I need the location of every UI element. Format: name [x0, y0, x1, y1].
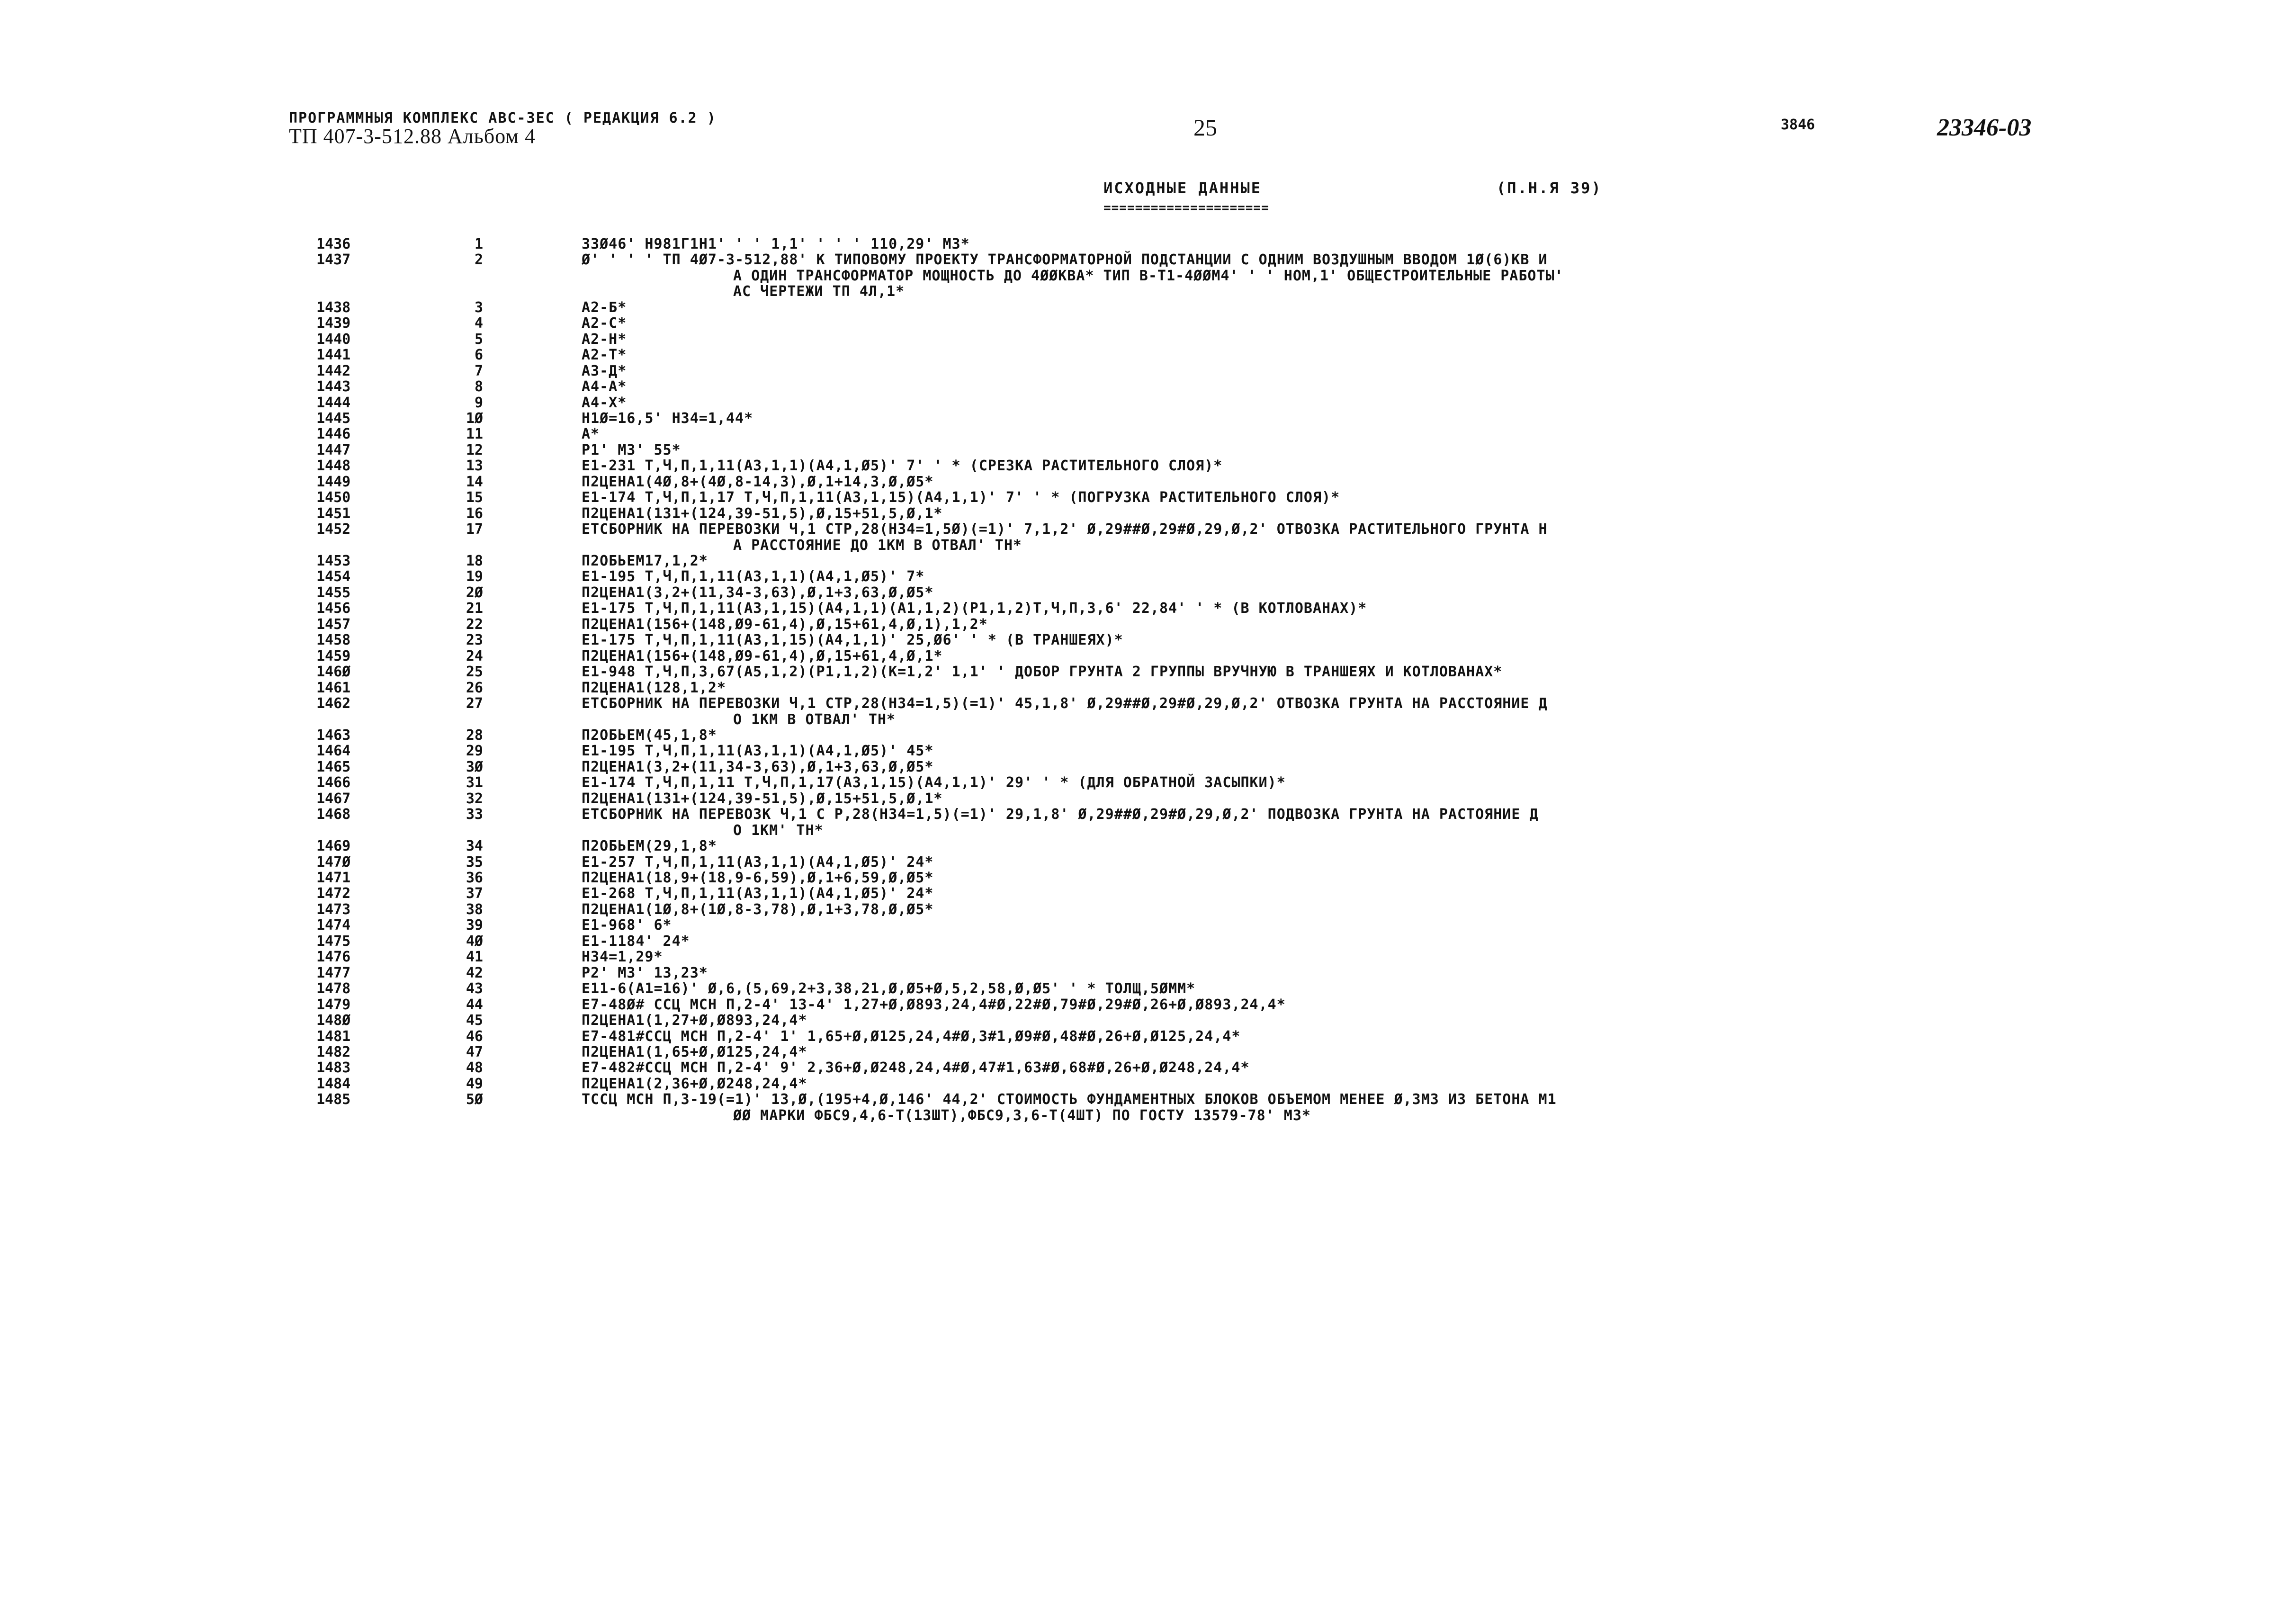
record-number: 1451	[316, 505, 351, 522]
record-number: 1478	[316, 980, 351, 997]
sequence-number: 47	[466, 1043, 483, 1060]
record-text: А ОДИН ТРАНСФОРМАТОР МОЩНОСТЬ ДО 4ØØКВА* ТИП В-Т1-4ØØМ4' ' ' НОМ,1' ОБЩЕСТРОИТЕЛЬНЫЕ РАБОТЫ'	[733, 267, 1564, 284]
record-number: 1482	[316, 1043, 351, 1060]
sequence-number: 6	[474, 347, 483, 364]
sequence-number: 41	[466, 949, 483, 966]
record-text: Е1-231 Т,Ч,П,1,11(А3,1,1)(А4,1,Ø5)' 7' ' * (СРЕЗКА РАСТИТЕЛЬНОГО СЛОЯ)*	[582, 458, 1223, 475]
record-text: Е1-175 Т,Ч,П,1,11(А3,1,15)(А4,1,1)(А1,1,2)(Р1,1,2)Т,Ч,П,3,6' 22,84' ' * (В КОТЛОВАНАХ)*	[582, 600, 1367, 617]
record-text: 33Ø46' Н981Г1Н1' ' ' 1,1' ' ' ' 110,29' М3*	[582, 236, 970, 252]
record-text: П2ЦЕНА1(1,27+Ø,Ø893,24,4*	[582, 1012, 807, 1029]
record-text: Р2' М3' 13,23*	[582, 964, 708, 981]
record-text: А2-Н*	[582, 331, 627, 348]
sequence-number: 13	[466, 458, 483, 475]
record-text: П2ЦЕНА1(131+(124,39-51,5),Ø,15+51,5,Ø,1*	[582, 505, 943, 522]
sequence-number: 44	[466, 996, 483, 1013]
record-text: Е7-48Ø# ССЦ МСН П,2-4' 13-4' 1,27+Ø,Ø893,24,4#Ø,22#Ø,79#Ø,29#Ø,26+Ø,Ø893,24,4*	[582, 996, 1286, 1013]
record-text: ЕТСБОРНИК НА ПЕРЕВОЗКИ Ч,1 СТР,28(Н34=1,5Ø)(=1)' 7,1,2' Ø,29##Ø,29#Ø,29,Ø,2' ОТВОЗКА РАСТИТЕЛЬНОГО ГРУНТА Н	[582, 521, 1548, 538]
record-number: 1474	[316, 917, 351, 934]
record-text: ЕТСБОРНИК НА ПЕРЕВОЗКИ Ч,1 СТР,28(Н34=1,5)(=1)' 45,1,8' Ø,29##Ø,29#Ø,29,Ø,2' ОТВОЗКА ГРУНТА НА РАССТОЯНИЕ Д	[582, 695, 1548, 712]
record-number: 1469	[316, 838, 351, 855]
record-text: Е1-257 Т,Ч,П,1,11(А3,1,1)(А4,1,Ø5)' 24*	[582, 853, 934, 871]
record-number: 148Ø	[316, 1012, 351, 1029]
record-text: А3-Д*	[582, 362, 627, 379]
sequence-number: 45	[466, 1012, 483, 1029]
record-text: Е1-968' 6*	[582, 917, 672, 934]
record-text: П2ЦЕНА1(18,9+(18,9-6,59),Ø,1+6,59,Ø,Ø5*	[582, 870, 934, 886]
record-text: Р1' М3' 55*	[582, 441, 681, 458]
record-text: Н1Ø=16,5' Н34=1,44*	[582, 410, 753, 427]
record-text: А2-С*	[582, 315, 627, 332]
sequence-number: 38	[466, 901, 483, 918]
record-number: 1471	[316, 870, 351, 886]
record-number: 1453	[316, 553, 351, 569]
record-text: АС ЧЕРТЕЖИ ТП 4Л,1*	[733, 283, 905, 300]
record-number: 1438	[316, 299, 351, 316]
record-number: 1443	[316, 378, 351, 395]
record-text: Е11-6(А1=16)' Ø,6,(5,69,2+3,38,21,Ø,Ø5+Ø,5,2,58,Ø,Ø5' ' * ТОЛЩ,5ØММ*	[582, 980, 1196, 997]
record-text: П2ЦЕНА1(156+(148,Ø9-61,4),Ø,15+61,4,Ø,1*	[582, 647, 943, 664]
record-number: 1472	[316, 885, 351, 902]
record-text: Е1-175 Т,Ч,П,1,11(А3,1,15)(А4,1,1)' 25,Ø6' ' * (В ТРАНШЕЯХ)*	[582, 632, 1123, 649]
sequence-number: 7	[474, 362, 483, 379]
record-text: Е1-174 Т,Ч,П,1,11 Т,Ч,П,1,17(А3,1,15)(А4,1,1)' 29' ' * (ДЛЯ ОБРАТНОЙ ЗАСЫПКИ)*	[582, 774, 1286, 791]
sequence-number: 8	[474, 378, 483, 395]
sequence-number: 28	[466, 727, 483, 744]
record-number: 1437	[316, 251, 351, 269]
record-text: Н34=1,29*	[582, 949, 663, 966]
record-text: П2ЦЕНА1(3,2+(11,34-3,63),Ø,1+3,63,Ø,Ø5*	[582, 584, 934, 601]
record-number: 1455	[316, 584, 351, 601]
record-text: П2ЦЕНА1(4Ø,8+(4Ø,8-14,3),Ø,1+14,3,Ø,Ø5*	[582, 473, 934, 490]
record-number: 1442	[316, 362, 351, 379]
sequence-number: 16	[466, 505, 483, 522]
record-number: 146Ø	[316, 664, 351, 681]
record-number: 1447	[316, 441, 351, 458]
sequence-number: 17	[466, 521, 483, 538]
listing-row	[0, 1107, 2296, 1126]
document-number: 23346-03	[1937, 114, 2032, 141]
record-number: 1463	[316, 727, 351, 744]
record-text: О 1КМ В ОТВАЛ' ТН*	[733, 711, 896, 728]
record-number: 1484	[316, 1075, 351, 1092]
record-text: Е1-195 Т,Ч,П,1,11(А3,1,1)(А4,1,Ø5)' 7*	[582, 568, 925, 585]
record-text: П2ЦЕНА1(131+(124,39-51,5),Ø,15+51,5,Ø,1*	[582, 790, 943, 807]
record-text: П2ЦЕНА1(156+(148,Ø9-61,4),Ø,15+61,4,Ø,1),1,2*	[582, 616, 988, 633]
record-number: 1441	[316, 347, 351, 364]
title-underline: =====================	[1103, 201, 1269, 215]
record-number: 1440	[316, 331, 351, 348]
program-header: ПРОГРАММНЫЯ КОМПЛЕКС АВС-ЗЕС ( РЕДАКЦИЯ 6.2 )	[289, 110, 717, 126]
record-number: 1462	[316, 695, 351, 712]
record-text: А4-А*	[582, 378, 627, 395]
sequence-number: 26	[466, 679, 483, 696]
sequence-number: 1	[474, 236, 483, 252]
sequence-number: 5Ø	[466, 1091, 483, 1108]
sequence-number: 25	[466, 664, 483, 681]
record-text: А*	[582, 426, 600, 443]
record-text: Е1-195 Т,Ч,П,1,11(А3,1,1)(А4,1,Ø5)' 45*	[582, 743, 934, 760]
record-text: П2ЦЕНА1(1,65+Ø,Ø125,24,4*	[582, 1043, 807, 1060]
record-number: 1479	[316, 996, 351, 1013]
sequence-number: 49	[466, 1075, 483, 1092]
project-header: ТП 407-3-512.88 Альбом 4	[289, 125, 536, 148]
record-number: 1468	[316, 806, 351, 823]
record-text: П2ЦЕНА1(128,1,2*	[582, 679, 726, 696]
sequence-number: 14	[466, 473, 483, 490]
sequence-number: 1Ø	[466, 410, 483, 427]
record-number: 1475	[316, 933, 351, 950]
sequence-number: 4	[474, 315, 483, 332]
record-text: П2ОБЬЕМ(45,1,8*	[582, 727, 717, 744]
sequence-number: 24	[466, 647, 483, 664]
sequence-number: 36	[466, 870, 483, 886]
sequence-number: 11	[466, 426, 483, 443]
record-number: 1456	[316, 600, 351, 617]
sequence-number: 22	[466, 616, 483, 633]
record-number: 147Ø	[316, 853, 351, 871]
page-number: 25	[1193, 114, 1217, 141]
sequence-number: 37	[466, 885, 483, 902]
record-number: 1483	[316, 1059, 351, 1077]
record-text: О 1КМ' ТН*	[733, 822, 824, 839]
record-number: 1450	[316, 489, 351, 506]
record-number: 1461	[316, 679, 351, 696]
sequence-number: 42	[466, 964, 483, 981]
record-text: П2ОБЬЕМ17,1,2*	[582, 553, 708, 569]
record-number: 1448	[316, 458, 351, 475]
document-code: 3846	[1781, 117, 1815, 133]
sequence-number: 32	[466, 790, 483, 807]
sequence-number: 21	[466, 600, 483, 617]
record-text: ØØ МАРКИ ФБС9,4,6-Т(13ШТ),ФБС9,3,6-Т(4ШТ) ПО ГОСТУ 13579-78' М3*	[733, 1107, 1311, 1124]
record-text: Е7-481#ССЦ МСН П,2-4' 1' 1,65+Ø,Ø125,24,4#Ø,3#1,Ø9#Ø,48#Ø,26+Ø,Ø125,24,4*	[582, 1028, 1241, 1045]
title-reference: (П.Н.Я 39)	[1497, 179, 1602, 197]
sequence-number: 12	[466, 441, 483, 458]
record-number: 1445	[316, 410, 351, 427]
sequence-number: 29	[466, 743, 483, 760]
record-text: Е1-268 Т,Ч,П,1,11(А3,1,1)(А4,1,Ø5)' 24*	[582, 885, 934, 902]
record-number: 1466	[316, 774, 351, 791]
record-text: Е1-174 Т,Ч,П,1,17 Т,Ч,П,1,11(А3,1,15)(А4,1,1)' 7' ' * (ПОГРУЗКА РАСТИТЕЛЬНОГО СЛОЯ)*	[582, 489, 1340, 506]
record-number: 1485	[316, 1091, 351, 1108]
sequence-number: 34	[466, 838, 483, 855]
sequence-number: 31	[466, 774, 483, 791]
record-number: 1481	[316, 1028, 351, 1045]
sequence-number: 15	[466, 489, 483, 506]
record-text: П2ОБЬЕМ(29,1,8*	[582, 838, 717, 855]
sequence-number: 9	[474, 394, 483, 411]
record-number: 1464	[316, 743, 351, 760]
record-text: Е1-948 Т,Ч,П,3,67(А5,1,2)(Р1,1,2)(К=1,2' 1,1' ' ДОБОР ГРУНТА 2 ГРУППЫ ВРУЧНУЮ В ТРАНШЕЯХ И КОТЛОВАНАХ*	[582, 664, 1503, 681]
record-text: ТССЦ МСН П,3-19(=1)' 13,Ø,(195+4,Ø,146' 44,2' СТОИМОСТЬ ФУНДАМЕНТНЫХ БЛОКОВ ОБЪЕМОМ МЕНЕЕ Ø,3М3 ИЗ БЕТОНА М1	[582, 1091, 1557, 1108]
record-number: 1457	[316, 616, 351, 633]
record-number: 1477	[316, 964, 351, 981]
sequence-number: 23	[466, 632, 483, 649]
record-text: А РАССТОЯНИЕ ДО 1КМ В ОТВАЛ' ТН*	[733, 537, 1022, 554]
record-text: Е7-482#ССЦ МСН П,2-4' 9' 2,36+Ø,Ø248,24,4#Ø,47#1,63#Ø,68#Ø,26+Ø,Ø248,24,4*	[582, 1059, 1250, 1077]
record-number: 1436	[316, 236, 351, 252]
sequence-number: 3Ø	[466, 758, 483, 775]
record-text: Е1-1184' 24*	[582, 933, 690, 950]
record-text: Ø' ' ' ' ТП 4Ø7-3-512,88' К ТИПОВОМУ ПРОЕКТУ ТРАНСФОРМАТОРНОЙ ПОДСТАНЦИИ С ОДНИМ ВОЗДУШНЫМ ВВОДОМ 1Ø(6)КВ И	[582, 251, 1548, 269]
sequence-number: 39	[466, 917, 483, 934]
record-number: 1454	[316, 568, 351, 585]
sequence-number: 33	[466, 806, 483, 823]
sequence-number: 35	[466, 853, 483, 871]
sequence-number: 2	[474, 251, 483, 269]
sequence-number: 18	[466, 553, 483, 569]
sequence-number: 4Ø	[466, 933, 483, 950]
sequence-number: 2Ø	[466, 584, 483, 601]
record-number: 1444	[316, 394, 351, 411]
record-text: А4-Х*	[582, 394, 627, 411]
record-number: 1465	[316, 758, 351, 775]
sequence-number: 27	[466, 695, 483, 712]
sequence-number: 46	[466, 1028, 483, 1045]
record-number: 1459	[316, 647, 351, 664]
record-number: 1452	[316, 521, 351, 538]
record-number: 1458	[316, 632, 351, 649]
record-text: П2ЦЕНА1(1Ø,8+(1Ø,8-3,78),Ø,1+3,78,Ø,Ø5*	[582, 901, 934, 918]
page-title: ИСХОДНЫЕ ДАННЫЕ	[1103, 179, 1262, 197]
record-text: П2ЦЕНА1(2,36+Ø,Ø248,24,4*	[582, 1075, 807, 1092]
record-number: 1467	[316, 790, 351, 807]
record-text: ЕТСБОРНИК НА ПЕРЕВОЗК Ч,1 С Р,28(Н34=1,5)(=1)' 29,1,8' Ø,29##Ø,29#Ø,29,Ø,2' ПОДВОЗКА ГРУНТА НА РАСТОЯНИЕ Д	[582, 806, 1539, 823]
record-text: А2-Б*	[582, 299, 627, 316]
sequence-number: 43	[466, 980, 483, 997]
record-number: 1446	[316, 426, 351, 443]
sequence-number: 48	[466, 1059, 483, 1077]
record-text: А2-Т*	[582, 347, 627, 364]
record-text: П2ЦЕНА1(3,2+(11,34-3,63),Ø,1+3,63,Ø,Ø5*	[582, 758, 934, 775]
record-number: 1476	[316, 949, 351, 966]
record-number: 1449	[316, 473, 351, 490]
sequence-number: 3	[474, 299, 483, 316]
sequence-number: 5	[474, 331, 483, 348]
record-number: 1473	[316, 901, 351, 918]
record-number: 1439	[316, 315, 351, 332]
sequence-number: 19	[466, 568, 483, 585]
